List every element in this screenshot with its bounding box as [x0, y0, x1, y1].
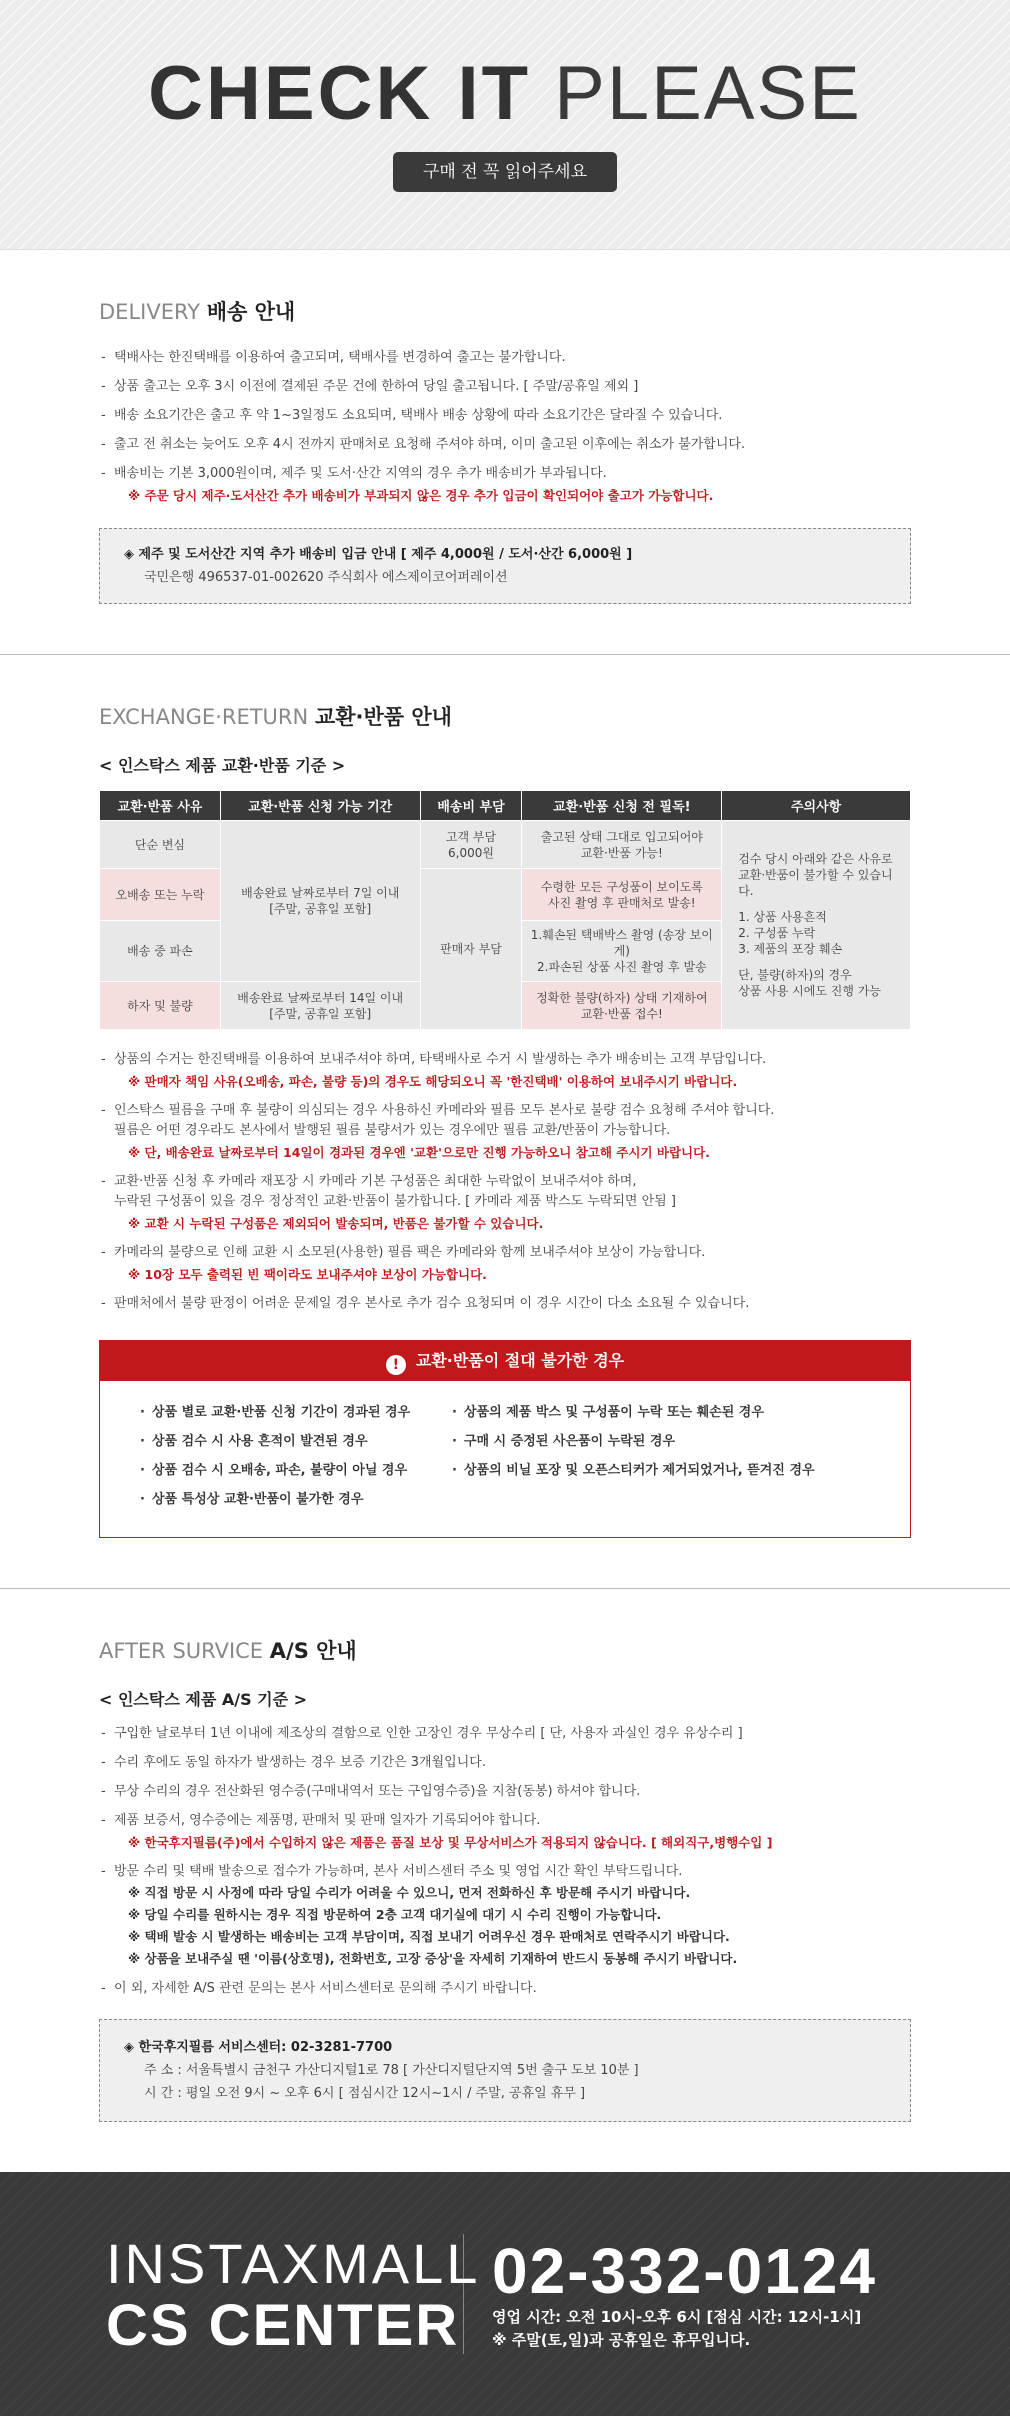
as-item: - 무상 수리의 경우 전산화된 영수증(구매내역서 또는 구입영수증)을 지참(동봉) 하셔야 합니다. — [99, 1782, 911, 1802]
delivery-item: - 배송 소요기간은 출고 후 약 1~3일정도 소요되며, 택배사 배송 상황에 따라 소요기간은 달라질 수 있습니다. — [99, 406, 911, 426]
footer-brand: INSTAXMALL — [106, 2232, 481, 2295]
service-center-hours: 시 간 : 평일 오전 9시 ~ 오후 6시 [ 점심시간 12시~1시 / 주말, 공휴일 휴무 ] — [144, 2086, 586, 2101]
reason-cell: 단순 변심 — [100, 821, 221, 869]
reason-cell: 배송 중 파손 — [100, 921, 221, 982]
delivery-bank-account: 국민은행 496537-01-002620 주식회사 에스제이코어퍼레이션 — [144, 570, 508, 585]
table-header: 교환·반품 사유 — [100, 791, 221, 821]
exchange-item: - 인스탁스 필름을 구매 후 불량이 의심되는 경우 사용하신 카메라와 필름 모두 본사로 불량 검수 요청해 주셔야 합니다. 필름은 어떤 경우라도 본사에서 발행된 필름 불량서가 있는 경우에만 필름 교환/반품이 가능합니다. ※ 단, 배송완료 날짜로부터 14일이 경과된 경우엔 '교환'으로만 진행 가능하오니 참고해 주시기 바랍니다. — [99, 1101, 911, 1163]
as-heading-ko: A/S 안내 — [269, 1639, 357, 1663]
exchange-item: - 교환·반품 신청 후 카메라 재포장 시 카메라 기본 구성품은 최대한 누락없이 보내주셔야 하며, 누락된 구성품이 있을 경우 정상적인 교환·반품이 불가합니다. [ 카메라 제품 박스도 누락되면 안됨 ] ※ 교환 시 누락된 구성품은 제외되어 발송되며, 반품은 불가할 수 있습니다. — [99, 1172, 911, 1234]
no-return-header — [100, 1341, 910, 1381]
exclamation-icon: ! — [386, 1355, 406, 1375]
footer-cs-center: CS CENTER — [106, 2293, 460, 2358]
notes-cell: 검수 당시 아래와 같은 사유로 교환·반품이 불가할 수 있습니다. 1. 상품 사용흔적 2. 구성품 누락 3. 제품의 포장 훼손 단, 불량(하자)의 경우 상품 사용 시에도 진행 가능 — [722, 821, 911, 1030]
read-cell: 정확한 불량(하자) 상태 기재하여 교환·반품 접수! — [522, 982, 722, 1030]
read-cell: 수령한 모든 구성품이 보이도록 사진 촬영 후 판매처로 발송! — [522, 869, 722, 921]
delivery-list — [99, 348, 911, 506]
exchange-item: - 카메라의 불량으로 인해 교환 시 소모된(사용한) 필름 팩은 카메라와 함께 보내주셔야 보상이 가능합니다. ※ 10장 모두 출력된 빈 팩이라도 보내주셔야 보상이 가능합니다. — [99, 1243, 911, 1285]
exchange-section — [0, 655, 1010, 1589]
as-note: ※ 당일 수리를 원하시는 경우 직접 방문하여 2층 고객 대기실에 대기 시 수리 진행이 가능합니다. — [128, 1907, 662, 1922]
exchange-item: - 판매처에서 불량 판정이 어려운 문제일 경우 본사로 추가 검수 요청되며 이 경우 시간이 다소 소요될 수 있습니다. — [99, 1294, 911, 1314]
delivery-warning: ※ 주문 당시 제주·도서산간 추가 배송비가 부과되지 않은 경우 추가 입금이 확인되어야 출고가 가능합니다. — [128, 488, 714, 503]
as-item: - 제품 보증서, 영수증에는 제품명, 판매처 및 판매 일자가 기록되어야 합니다. ※ 한국후지필름(주)에서 수입하지 않은 제품은 품질 보상 및 무상서비스가 적용되지 않습니다. [ 해외직구,병행수입 ] — [99, 1811, 911, 1853]
no-return-list-left — [140, 1403, 452, 1519]
footer-contact-block — [464, 2236, 877, 2352]
fee-cell: 고객 부담 6,000원 — [420, 821, 522, 869]
as-subheading: < 인스탁스 제품 A/S 기준 > — [99, 1690, 308, 1709]
exchange-heading — [99, 701, 911, 731]
service-center-box — [99, 2019, 911, 2122]
as-note: ※ 택배 발송 시 발생하는 배송비는 고객 부담이며, 직접 보내기 어려우신 경우 판매처로 연락주시기 바랍니다. — [128, 1929, 730, 1944]
delivery-item: - 배송비는 기본 3,000원이며, 제주 및 도서·산간 지역의 경우 추가 배송비가 부과됩니다. ※ 주문 당시 제주·도서산간 추가 배송비가 부과되지 않은 경우 추가 입금이 확인되어야 출고가 가능합니다. — [99, 464, 911, 506]
list-item: · 상품의 비닐 포장 및 오픈스티커가 제거되었거나, 뜯겨진 경우 — [452, 1461, 870, 1481]
read-cell: 출고된 상태 그대로 입고되어야 교환·반품 가능! — [522, 821, 722, 869]
as-list — [99, 1724, 911, 1999]
service-center-address: 주 소 : 서울특별시 금천구 가산디지털1로 78 [ 가산디지털단지역 5번 출구 도보 10분 ] — [144, 2063, 639, 2078]
delivery-section — [0, 250, 1010, 655]
hero-title — [0, 52, 1010, 136]
exchange-item: - 상품의 수거는 한진택배를 이용하여 보내주셔야 하며, 타택배사로 수거 시 발생하는 추가 배송비는 고객 부담입니다. ※ 판매자 책임 사유(오배송, 파손, 불량 등)의 경우도 해당되오니 꼭 '한진택배' 이용하여 보내주시기 바랍니다. — [99, 1050, 911, 1092]
delivery-item: - 출고 전 취소는 늦어도 오후 4시 전까지 판매처로 요청해 주셔야 하며, 이미 출고된 이후에는 취소가 불가합니다. — [99, 435, 911, 455]
as-heading — [99, 1635, 911, 1665]
no-return-title: 교환·반품이 절대 불가한 경우 — [415, 1351, 625, 1370]
delivery-fee-box — [99, 528, 911, 604]
list-item: · 상품 검수 시 사용 흔적이 발견된 경우 — [140, 1432, 452, 1452]
as-heading-en: AFTER SURVICE — [99, 1639, 264, 1663]
delivery-heading-en: DELIVERY — [99, 300, 201, 324]
service-center-title: ◈ 한국후지필름 서비스센터: 02-3281-7700 — [124, 2040, 393, 2055]
table-row — [100, 821, 911, 869]
hero-banner — [0, 0, 1010, 250]
hero-title-bold: CHECK IT — [148, 51, 532, 136]
exchange-warning: ※ 교환 시 누락된 구성품은 제외되어 발송되며, 반품은 불가할 수 있습니다. — [128, 1216, 544, 1231]
hero-notice-pill: 구매 전 꼭 읽어주세요 — [393, 152, 617, 192]
as-item: - 이 외, 자세한 A/S 관련 문의는 본사 서비스센터로 문의해 주시기 바랍니다. — [99, 1979, 911, 1999]
as-note: ※ 상품을 보내주실 땐 '이름(상호명), 전화번호, 고장 증상'을 자세히 기재하여 반드시 동봉해 주시기 바랍니다. — [128, 1951, 738, 1966]
delivery-item: - 상품 출고는 오후 3시 이전에 결제된 주문 건에 한하여 당일 출고됩니다. [ 주말/공휴일 제외 ] — [99, 377, 911, 397]
exchange-subheading: < 인스탁스 제품 교환·반품 기준 > — [99, 756, 346, 775]
reason-cell: 오배송 또는 누락 — [100, 869, 221, 921]
table-header: 주의사항 — [722, 791, 911, 821]
exchange-heading-ko: 교환·반품 안내 — [314, 705, 452, 729]
exchange-warning: ※ 단, 배송완료 날짜로부터 14일이 경과된 경우엔 '교환'으로만 진행 가능하오니 참고해 주시기 바랍니다. — [128, 1145, 710, 1160]
as-item: - 구입한 날로부터 1년 이내에 제조상의 결함으로 인한 고장인 경우 무상수리 [ 단, 사용자 과실인 경우 유상수리 ] — [99, 1724, 911, 1744]
cs-footer — [0, 2172, 1010, 2416]
delivery-heading-ko: 배송 안내 — [206, 300, 296, 324]
list-item: · 상품 특성상 교환·반품이 불가한 경우 — [140, 1490, 452, 1510]
no-return-list-right — [452, 1403, 870, 1519]
table-header: 교환·반품 신청 전 필독! — [522, 791, 722, 821]
footer-phone[interactable]: 02-332-0124 — [492, 2235, 877, 2307]
as-warning: ※ 한국후지필름(주)에서 수입하지 않은 제품은 품질 보상 및 무상서비스가 적용되지 않습니다. [ 해외직구,병행수입 ] — [128, 1835, 773, 1850]
list-item: · 상품의 제품 박스 및 구성품이 누락 또는 훼손된 경우 — [452, 1403, 870, 1423]
period-cell: 배송완료 날짜로부터 7일 이내 [주말, 공휴일 포함] — [220, 821, 420, 982]
footer-hours: 영업 시간: 오전 10시-오후 6시 [점심 시간: 12시-1시] — [492, 2308, 862, 2326]
list-item: · 상품 검수 시 오배송, 파손, 불량이 아닐 경우 — [140, 1461, 452, 1481]
as-note: ※ 직접 방문 시 사정에 따라 당일 수리가 어려울 수 있으니, 먼저 전화하신 후 방문해 주시기 바랍니다. — [128, 1885, 691, 1900]
footer-holiday: ※ 주말(토,일)과 공휴일은 휴무입니다. — [492, 2331, 751, 2349]
table-header-row — [100, 791, 911, 821]
no-return-box — [99, 1340, 911, 1538]
footer-brand-block — [106, 2232, 481, 2358]
delivery-fee-title: ◈ 제주 및 도서산간 지역 추가 배송비 입금 안내 [ 제주 4,000원 / 도서·산간 6,000원 ] — [124, 547, 633, 562]
as-item: - 수리 후에도 동일 하자가 발생하는 경우 보증 기간은 3개월입니다. — [99, 1753, 911, 1773]
delivery-heading — [99, 296, 911, 326]
fee-cell: 판매자 부담 — [420, 869, 522, 1030]
hero-title-light: PLEASE — [554, 51, 862, 136]
reason-cell: 하자 및 불량 — [100, 982, 221, 1030]
exchange-table — [99, 790, 911, 1030]
table-header: 배송비 부담 — [420, 791, 522, 821]
no-return-body — [100, 1381, 910, 1537]
exchange-warning: ※ 10장 모두 출력된 빈 팩이라도 보내주셔야 보상이 가능합니다. — [128, 1267, 487, 1282]
table-header: 교환·반품 신청 가능 기간 — [220, 791, 420, 821]
exchange-list — [99, 1050, 911, 1314]
read-cell: 1.훼손된 택배박스 촬영 (송장 보이게) 2.파손된 상품 사진 촬영 후 발송 — [522, 921, 722, 982]
delivery-item: - 택배사는 한진택배를 이용하여 출고되며, 택배사를 변경하여 출고는 불가합니다. — [99, 348, 911, 368]
period-cell: 배송완료 날짜로부터 14일 이내 [주말, 공휴일 포함] — [220, 982, 420, 1030]
exchange-heading-en: EXCHANGE·RETURN — [99, 705, 309, 729]
exchange-warning: ※ 판매자 책임 사유(오배송, 파손, 불량 등)의 경우도 해당되오니 꼭 '한진택배' 이용하여 보내주시기 바랍니다. — [128, 1074, 738, 1089]
list-item: · 상품 별로 교환·반품 신청 기간이 경과된 경우 — [140, 1403, 452, 1423]
as-section — [0, 1589, 1010, 2172]
as-item: - 방문 수리 및 택배 발송으로 접수가 가능하며, 본사 서비스센터 주소 및 영업 시간 확인 부탁드립니다. ※ 직접 방문 시 사정에 따라 당일 수리가 어려울 수 있으니, 먼저 전화하신 후 방문해 주시기 바랍니다. ※ 당일 수리를 원하시는 경우 직접 방문하여 2층 고객 대기실에 대기 시 수리 진행이 가능합니다. ※ 택배 발송 시 발생하는 배송비는 고객 부담이며, 직접 보내기 어려우신 경우 판매처로 연락주시기 바랍니다. ※ 상품을 보내주실 땐 '이름(상호명), 전화번호, 고장 증상'을 자세히 기재하여 반드시 동봉해 주시기 바랍니다. — [99, 1862, 911, 1970]
list-item: · 구매 시 증정된 사은품이 누락된 경우 — [452, 1432, 870, 1452]
